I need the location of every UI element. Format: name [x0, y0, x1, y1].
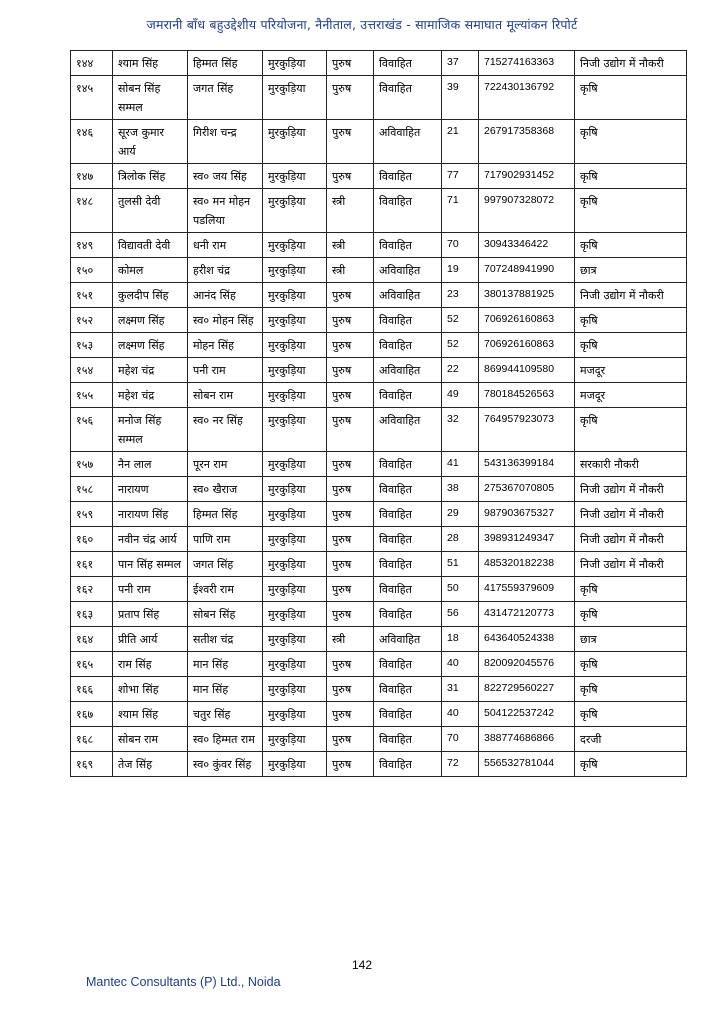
occupation-cell: निजी उद्योग में नौकरी [575, 283, 687, 308]
serial-cell: १५२ [71, 308, 113, 333]
serial-cell: १५९ [71, 502, 113, 527]
age-cell: 72 [442, 752, 479, 777]
marital-status-cell: विवाहित [374, 164, 442, 189]
occupation-cell: कृषि [575, 702, 687, 727]
table-row [71, 652, 687, 677]
occupation-cell: छात्र [575, 258, 687, 283]
id-number-cell: 764957923073 [479, 408, 575, 452]
name-cell: मनोज सिंह सम्मल [113, 408, 188, 452]
id-number-cell: 431472120773 [479, 602, 575, 627]
father-name-cell: सोबन सिंह [188, 602, 263, 627]
age-cell: 71 [442, 189, 479, 233]
father-name-cell: ईश्वरी राम [188, 577, 263, 602]
village-cell: मुरकुड़िया [263, 333, 327, 358]
village-cell: मुरकुड़िया [263, 477, 327, 502]
gender-cell: पुरुष [327, 527, 374, 552]
father-name-cell: स्व० हिम्मत राम [188, 727, 263, 752]
age-cell: 70 [442, 233, 479, 258]
village-cell: मुरकुड़िया [263, 408, 327, 452]
name-cell: महेश चंद्र [113, 358, 188, 383]
name-cell: पनी राम [113, 577, 188, 602]
age-cell: 56 [442, 602, 479, 627]
table-row [71, 552, 687, 577]
father-name-cell: जगत सिंह [188, 76, 263, 120]
marital-status-cell: अविवाहित [374, 627, 442, 652]
serial-cell: १६० [71, 527, 113, 552]
occupation-cell: कृषि [575, 189, 687, 233]
serial-cell: १४६ [71, 120, 113, 164]
name-cell: श्याम सिंह [113, 51, 188, 76]
village-cell: मुरकुड़िया [263, 383, 327, 408]
gender-cell: पुरुष [327, 652, 374, 677]
occupation-cell: कृषि [575, 308, 687, 333]
father-name-cell: स्व० मन मोहन पडलिया [188, 189, 263, 233]
serial-cell: १५७ [71, 452, 113, 477]
serial-cell: १६३ [71, 602, 113, 627]
name-cell: तेज सिंह [113, 752, 188, 777]
serial-cell: १४८ [71, 189, 113, 233]
gender-cell: पुरुष [327, 308, 374, 333]
name-cell: नैन लाल [113, 452, 188, 477]
id-number-cell: 556532781044 [479, 752, 575, 777]
serial-cell: १६९ [71, 752, 113, 777]
occupation-cell: कृषि [575, 164, 687, 189]
occupation-cell: कृषि [575, 652, 687, 677]
age-cell: 21 [442, 120, 479, 164]
id-number-cell: 822729560227 [479, 677, 575, 702]
father-name-cell: धनी राम [188, 233, 263, 258]
age-cell: 19 [442, 258, 479, 283]
table-row [71, 233, 687, 258]
village-cell: मुरकुड़िया [263, 752, 327, 777]
serial-cell: १६१ [71, 552, 113, 577]
occupation-cell: कृषि [575, 677, 687, 702]
table-row [71, 727, 687, 752]
table-row [71, 283, 687, 308]
survey-table [70, 50, 687, 777]
name-cell: सोबन राम [113, 727, 188, 752]
occupation-cell: कृषि [575, 408, 687, 452]
name-cell: प्रताप सिंह [113, 602, 188, 627]
name-cell: तुलसी देवी [113, 189, 188, 233]
gender-cell: पुरुष [327, 51, 374, 76]
marital-status-cell: विवाहित [374, 233, 442, 258]
id-number-cell: 722430136792 [479, 76, 575, 120]
father-name-cell: जगत सिंह [188, 552, 263, 577]
occupation-cell: मजदूर [575, 358, 687, 383]
occupation-cell: कृषि [575, 76, 687, 120]
occupation-cell: कृषि [575, 233, 687, 258]
father-name-cell: हिम्मत सिंह [188, 502, 263, 527]
name-cell: राम सिंह [113, 652, 188, 677]
marital-status-cell: विवाहित [374, 452, 442, 477]
marital-status-cell: विवाहित [374, 602, 442, 627]
table-row [71, 627, 687, 652]
name-cell: प्रीति आर्य [113, 627, 188, 652]
marital-status-cell: विवाहित [374, 652, 442, 677]
village-cell: मुरकुड़िया [263, 552, 327, 577]
occupation-cell: मजदूर [575, 383, 687, 408]
id-number-cell: 997907328072 [479, 189, 575, 233]
village-cell: मुरकुड़िया [263, 258, 327, 283]
table-row [71, 189, 687, 233]
occupation-cell: निजी उद्योग में नौकरी [575, 552, 687, 577]
village-cell: मुरकुड़िया [263, 627, 327, 652]
serial-cell: १५८ [71, 477, 113, 502]
village-cell: मुरकुड़िया [263, 358, 327, 383]
father-name-cell: मान सिंह [188, 677, 263, 702]
marital-status-cell: अविवाहित [374, 408, 442, 452]
gender-cell: पुरुष [327, 577, 374, 602]
father-name-cell: स्व० नर सिंह [188, 408, 263, 452]
id-number-cell: 869944109580 [479, 358, 575, 383]
marital-status-cell: विवाहित [374, 189, 442, 233]
id-number-cell: 485320182238 [479, 552, 575, 577]
occupation-cell: निजी उद्योग में नौकरी [575, 477, 687, 502]
father-name-cell: स्व० खैराज [188, 477, 263, 502]
name-cell: पान सिंह सम्मल [113, 552, 188, 577]
name-cell: शोभा सिंह [113, 677, 188, 702]
serial-cell: १६७ [71, 702, 113, 727]
table-row [71, 383, 687, 408]
id-number-cell: 715274163363 [479, 51, 575, 76]
gender-cell: पुरुष [327, 408, 374, 452]
gender-cell: पुरुष [327, 452, 374, 477]
father-name-cell: सोबन राम [188, 383, 263, 408]
table-row [71, 602, 687, 627]
marital-status-cell: विवाहित [374, 477, 442, 502]
age-cell: 52 [442, 333, 479, 358]
father-name-cell: स्व० मोहन सिंह [188, 308, 263, 333]
serial-cell: १४५ [71, 76, 113, 120]
age-cell: 51 [442, 552, 479, 577]
father-name-cell: हिम्मत सिंह [188, 51, 263, 76]
marital-status-cell: विवाहित [374, 702, 442, 727]
serial-cell: १५३ [71, 333, 113, 358]
table-row [71, 258, 687, 283]
id-number-cell: 820092045576 [479, 652, 575, 677]
name-cell: श्याम सिंह [113, 702, 188, 727]
marital-status-cell: विवाहित [374, 727, 442, 752]
age-cell: 70 [442, 727, 479, 752]
id-number-cell: 706926160863 [479, 308, 575, 333]
serial-cell: १४९ [71, 233, 113, 258]
village-cell: मुरकुड़िया [263, 502, 327, 527]
gender-cell: पुरुष [327, 283, 374, 308]
gender-cell: पुरुष [327, 752, 374, 777]
occupation-cell: कृषि [575, 333, 687, 358]
marital-status-cell: विवाहित [374, 76, 442, 120]
gender-cell: स्त्री [327, 627, 374, 652]
village-cell: मुरकुड़िया [263, 164, 327, 189]
name-cell: सोबन सिंह सम्मल [113, 76, 188, 120]
age-cell: 31 [442, 677, 479, 702]
serial-cell: १६२ [71, 577, 113, 602]
marital-status-cell: अविवाहित [374, 283, 442, 308]
father-name-cell: सतीश चंद्र [188, 627, 263, 652]
age-cell: 23 [442, 283, 479, 308]
id-number-cell: 643640524338 [479, 627, 575, 652]
village-cell: मुरकुड़िया [263, 602, 327, 627]
name-cell: महेश चंद्र [113, 383, 188, 408]
village-cell: मुरकुड़िया [263, 120, 327, 164]
id-number-cell: 780184526563 [479, 383, 575, 408]
name-cell: त्रिलोक सिंह [113, 164, 188, 189]
marital-status-cell: विवाहित [374, 383, 442, 408]
age-cell: 38 [442, 477, 479, 502]
name-cell: कोमल [113, 258, 188, 283]
occupation-cell: दरजी [575, 727, 687, 752]
village-cell: मुरकुड़िया [263, 702, 327, 727]
id-number-cell: 504122537242 [479, 702, 575, 727]
id-number-cell: 30943346422 [479, 233, 575, 258]
village-cell: मुरकुड़िया [263, 308, 327, 333]
age-cell: 40 [442, 702, 479, 727]
table-row [71, 333, 687, 358]
serial-cell: १४७ [71, 164, 113, 189]
id-number-cell: 388774686866 [479, 727, 575, 752]
father-name-cell: स्व० जय सिंह [188, 164, 263, 189]
father-name-cell: मान सिंह [188, 652, 263, 677]
age-cell: 41 [442, 452, 479, 477]
name-cell: कुलदीप सिंह [113, 283, 188, 308]
occupation-cell: कृषि [575, 752, 687, 777]
id-number-cell: 417559379609 [479, 577, 575, 602]
id-number-cell: 543136399184 [479, 452, 575, 477]
father-name-cell: हरीश चंद्र [188, 258, 263, 283]
father-name-cell: आनंद सिंह [188, 283, 263, 308]
marital-status-cell: विवाहित [374, 333, 442, 358]
village-cell: मुरकुड़िया [263, 189, 327, 233]
name-cell: नारायण [113, 477, 188, 502]
name-cell: विद्यावती देवी [113, 233, 188, 258]
table-row [71, 408, 687, 452]
age-cell: 52 [442, 308, 479, 333]
age-cell: 18 [442, 627, 479, 652]
serial-cell: १६६ [71, 677, 113, 702]
gender-cell: पुरुष [327, 677, 374, 702]
occupation-cell: छात्र [575, 627, 687, 652]
occupation-cell: निजी उद्योग में नौकरी [575, 527, 687, 552]
village-cell: मुरकुड़िया [263, 527, 327, 552]
name-cell: लक्ष्मण सिंह [113, 333, 188, 358]
age-cell: 39 [442, 76, 479, 120]
footer-company: Mantec Consultants (P) Ltd., Noida [86, 975, 281, 989]
table-row [71, 308, 687, 333]
age-cell: 28 [442, 527, 479, 552]
table-row [71, 76, 687, 120]
gender-cell: स्त्री [327, 258, 374, 283]
gender-cell: पुरुष [327, 333, 374, 358]
father-name-cell: चतुर सिंह [188, 702, 263, 727]
village-cell: मुरकुड़िया [263, 652, 327, 677]
id-number-cell: 707248941990 [479, 258, 575, 283]
village-cell: मुरकुड़िया [263, 452, 327, 477]
serial-cell: १६८ [71, 727, 113, 752]
marital-status-cell: विवाहित [374, 752, 442, 777]
village-cell: मुरकुड़िया [263, 283, 327, 308]
marital-status-cell: अविवाहित [374, 258, 442, 283]
gender-cell: पुरुष [327, 552, 374, 577]
age-cell: 29 [442, 502, 479, 527]
report-header: जमरानी बाँध बहुउद्देशीय परियोजना, नैनीताल, उत्तराखंड - सामाजिक समाघात मूल्यांकन रिपोर्ट [146, 17, 578, 32]
marital-status-cell: विवाहित [374, 552, 442, 577]
id-number-cell: 275367070805 [479, 477, 575, 502]
village-cell: मुरकुड़िया [263, 577, 327, 602]
age-cell: 49 [442, 383, 479, 408]
table-row [71, 502, 687, 527]
father-name-cell: गिरीश चन्द्र [188, 120, 263, 164]
village-cell: मुरकुड़िया [263, 727, 327, 752]
id-number-cell: 717902931452 [479, 164, 575, 189]
village-cell: मुरकुड़िया [263, 76, 327, 120]
age-cell: 37 [442, 51, 479, 76]
gender-cell: पुरुष [327, 76, 374, 120]
id-number-cell: 987903675327 [479, 502, 575, 527]
table-row [71, 677, 687, 702]
gender-cell: पुरुष [327, 502, 374, 527]
occupation-cell: कृषि [575, 120, 687, 164]
village-cell: मुरकुड़िया [263, 51, 327, 76]
serial-cell: १५५ [71, 383, 113, 408]
id-number-cell: 398931249347 [479, 527, 575, 552]
id-number-cell: 706926160863 [479, 333, 575, 358]
gender-cell: स्त्री [327, 189, 374, 233]
gender-cell: पुरुष [327, 727, 374, 752]
village-cell: मुरकुड़िया [263, 233, 327, 258]
table-row [71, 51, 687, 76]
father-name-cell: पूरन राम [188, 452, 263, 477]
father-name-cell: मोहन सिंह [188, 333, 263, 358]
name-cell: सूरज कुमार आर्य [113, 120, 188, 164]
serial-cell: १५१ [71, 283, 113, 308]
serial-cell: १५६ [71, 408, 113, 452]
serial-cell: १४४ [71, 51, 113, 76]
serial-cell: १६५ [71, 652, 113, 677]
table-row [71, 752, 687, 777]
father-name-cell: पाणि राम [188, 527, 263, 552]
marital-status-cell: अविवाहित [374, 120, 442, 164]
father-name-cell: स्व० कुंवर सिंह [188, 752, 263, 777]
father-name-cell: पनी राम [188, 358, 263, 383]
age-cell: 40 [442, 652, 479, 677]
table-row [71, 527, 687, 552]
id-number-cell: 380137881925 [479, 283, 575, 308]
table-row [71, 702, 687, 727]
gender-cell: पुरुष [327, 164, 374, 189]
serial-cell: १६४ [71, 627, 113, 652]
village-cell: मुरकुड़िया [263, 677, 327, 702]
serial-cell: १५० [71, 258, 113, 283]
marital-status-cell: अविवाहित [374, 358, 442, 383]
gender-cell: पुरुष [327, 358, 374, 383]
gender-cell: पुरुष [327, 477, 374, 502]
page-number: 142 [351, 958, 373, 972]
table-row [71, 452, 687, 477]
age-cell: 50 [442, 577, 479, 602]
occupation-cell: कृषि [575, 577, 687, 602]
marital-status-cell: विवाहित [374, 502, 442, 527]
age-cell: 32 [442, 408, 479, 452]
gender-cell: पुरुष [327, 602, 374, 627]
gender-cell: पुरुष [327, 120, 374, 164]
name-cell: नारायण सिंह [113, 502, 188, 527]
name-cell: लक्ष्मण सिंह [113, 308, 188, 333]
occupation-cell: निजी उद्योग में नौकरी [575, 51, 687, 76]
age-cell: 77 [442, 164, 479, 189]
gender-cell: स्त्री [327, 233, 374, 258]
marital-status-cell: विवाहित [374, 51, 442, 76]
marital-status-cell: विवाहित [374, 527, 442, 552]
marital-status-cell: विवाहित [374, 577, 442, 602]
gender-cell: पुरुष [327, 383, 374, 408]
occupation-cell: कृषि [575, 602, 687, 627]
name-cell: नवीन चंद्र आर्य [113, 527, 188, 552]
table-row [71, 164, 687, 189]
occupation-cell: निजी उद्योग में नौकरी [575, 502, 687, 527]
marital-status-cell: विवाहित [374, 308, 442, 333]
table-row [71, 120, 687, 164]
table-row [71, 358, 687, 383]
marital-status-cell: विवाहित [374, 677, 442, 702]
table-row [71, 477, 687, 502]
occupation-cell: सरकारी नौकरी [575, 452, 687, 477]
id-number-cell: 267917358368 [479, 120, 575, 164]
age-cell: 22 [442, 358, 479, 383]
table-row [71, 577, 687, 602]
gender-cell: पुरुष [327, 702, 374, 727]
serial-cell: १५४ [71, 358, 113, 383]
